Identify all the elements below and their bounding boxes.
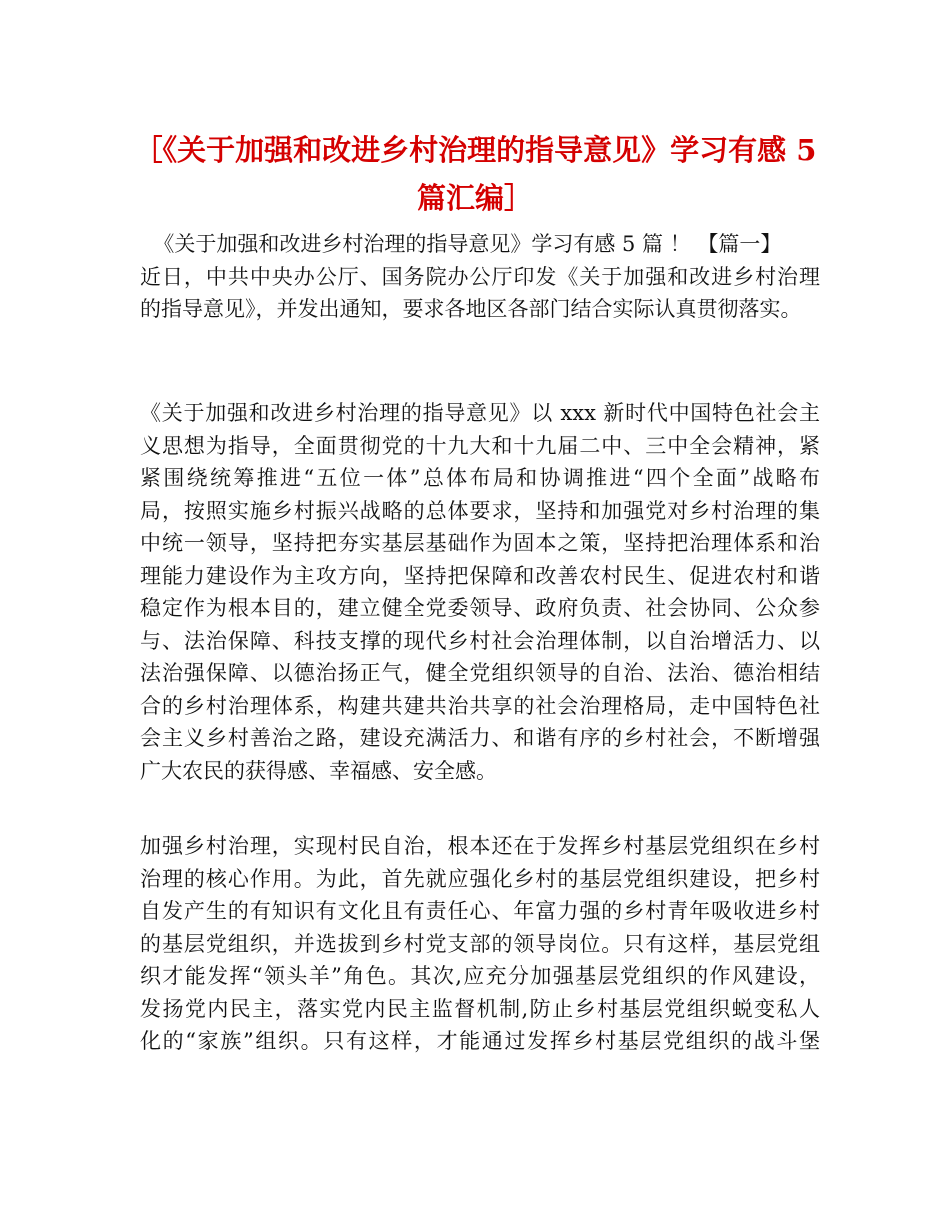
paragraph-line: 《关于加强和改进乡村治理的指导意见》以 xxx 新时代中国特色社会主 [140, 401, 820, 425]
title-line: 篇汇编］ [416, 181, 533, 215]
paragraph-line: 广大农民的获得感、幸福感、安全感。 [140, 758, 497, 783]
paragraph-line: 《关于加强和改进乡村治理的指导意见》学习有感 5 篇 ！ 【篇一】 [140, 232, 782, 256]
paragraph-line: 的指导意见》，并发出通知，要求各地区各部门结合实际认真贯彻落实。 [140, 297, 802, 321]
paragraph-line: 会主义乡村善治之路，建设充满活力、和谐有序的乡村社会，不断增强 [140, 726, 820, 750]
paragraph-line: 中统一领导，坚持把夯实基层基础作为固本之策，坚持把治理体系和治 [140, 531, 820, 555]
paragraph-line: 法治强保障、以德治扬正气，健全党组织领导的自治、法治、德治相结 [140, 661, 820, 685]
paragraph-line: 局，按照实施乡村振兴战略的总体要求，坚持和加强党对乡村治理的集 [140, 498, 820, 523]
body-paragraph [140, 830, 820, 1058]
title-line: ［《关于加强和改进乡村治理的指导意见》学习有感 5 [133, 133, 817, 167]
paragraph-line: 化的“家族”组织。只有这样，才能通过发挥乡村基层党组织的战斗堡 [140, 1029, 820, 1053]
paragraph-line: 理能力建设作为主攻方向，坚持把保障和改善农村民生、促进农村和谐 [140, 563, 820, 588]
paragraph-line: 发扬党内民主，落实党内民主监督机制,防止乡村基层党组织蜕变私人 [140, 996, 820, 1021]
paragraph-line: 紧围绕统筹推进“五位一体”总体布局和协调推进“四个全面”战略布 [140, 466, 820, 490]
body-paragraph [140, 397, 820, 787]
intro-paragraph [140, 228, 820, 326]
paragraph-line: 治理的核心作用。为此，首先就应强化乡村的基层党组织建设，把乡村 [140, 866, 820, 891]
paragraph-line: 的基层党组织，并选拔到乡村党支部的领导岗位。只有这样，基层党组 [140, 931, 820, 956]
document-title [120, 126, 830, 222]
paragraph-line: 义思想为指导，全面贯彻党的十九大和十九届二中、三中全会精神，紧 [140, 433, 820, 458]
paragraph-line: 自发产生的有知识有文化且有责任心、年富力强的乡村青年吸收进乡村 [140, 899, 820, 923]
paragraph-line: 合的乡村治理体系，构建共建共治共享的社会治理格局，走中国特色社 [140, 693, 820, 718]
paragraph-line: 织才能发挥“领头羊”角色。其次,应充分加强基层党组织的作风建设， [140, 964, 820, 988]
paragraph-line: 与、法治保障、科技支撑的现代乡村社会治理体制，以自治增活力、以 [140, 628, 820, 653]
paragraph-line: 加强乡村治理，实现村民自治，根本还在于发挥乡村基层党组织在乡村 [140, 834, 820, 858]
paragraph-line: 近日，中共中央办公厅、国务院办公厅印发《关于加强和改进乡村治理 [140, 264, 820, 289]
paragraph-line: 稳定作为根本目的，建立健全党委领导、政府负责、社会协同、公众参 [140, 596, 820, 620]
